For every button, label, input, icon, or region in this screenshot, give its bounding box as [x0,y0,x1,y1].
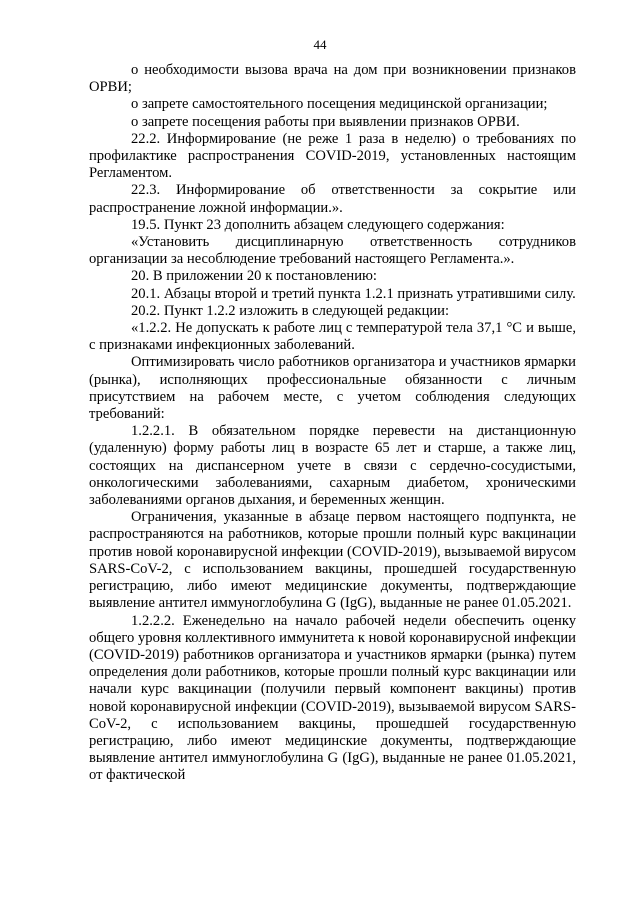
paragraph-20-1: 20.1. Абзацы второй и третий пункта 1.2.1 признать утратившими силу. [131,285,576,302]
paragraph-disciplinary-responsibility: «Установить дисциплинарную ответственность сотрудников организации за несоблюдение требований настоящего Регламента.». [89,234,576,268]
paragraph-1-2-2: «1.2.2. Не допускать к работе лиц с температурой тела 37,1 °С и выше, с признаками инфекционных заболеваний. [89,320,576,354]
paragraph-optimize-workers: Оптимизировать число работников организатора и участников ярмарки (рынка), исполняющих профессиональные обязанности с личным присутствием на рабочем месте, с учетом соблюдения следующих требований: [89,354,576,423]
paragraph-22-3: 22.3. Информирование об ответственности за сокрытие или распространение ложной информации.». [89,182,576,216]
paragraph-no-work-with-symptoms: о запрете посещения работы при выявлении признаков ОРВИ. [131,113,520,130]
document-body [89,62,576,785]
page-number: 44 [313,37,327,52]
paragraph-no-self-visit: о запрете самостоятельного посещения медицинской организации; [131,96,548,113]
paragraph-1-2-2-1: 1.2.2.1. В обязательном порядке перевести на дистанционную (удаленную) форму работы лиц в возрасте 65 лет и старше, а также лиц, состоящих на диспансерном учете в связи с сердечно-сосудистыми, онкологическими заболеваниями, сахарным диабетом, хроническими заболеваниями органов дыхания, и беременных женщин. [89,423,576,509]
paragraph-20-2: 20.2. Пункт 1.2.2 изложить в следующей редакции: [131,302,450,319]
paragraph-19-5: 19.5. Пункт 23 дополнить абзацем следующего содержания: [131,216,505,233]
paragraph-restrictions-exemption: Ограничения, указанные в абзаце первом настоящего подпункта, не распространяются на работников, которые прошли полный курс вакцинации против новой коронавирусной инфекции (COVID-2019), вызываемой вирусом SARS-CoV-2, с использованием вакцины, прошедшей государственную регистрацию, либо имеют медицинские документы, подтверждающие выявление антител иммуноглобулина G (IgG), выданные не ранее 01.05.2021. [89,509,577,612]
paragraph-20: 20. В приложении 20 к постановлению: [131,268,377,285]
paragraph-22-2: 22.2. Информирование (не реже 1 раза в неделю) о требованиях по профилактике распространения COVID-2019, установленных настоящим Регламентом. [89,130,576,182]
paragraph-1-2-2-2: 1.2.2.2. Еженедельно на начало рабочей недели обеспечить оценку общего уровня коллективного иммунитета к новой коронавирусной инфекции (COVID-2019) работников организатора и участников ярмарки (рынка) путем определения доли работников, которые прошли полный курс вакцинации или начали курс вакцинации (получили первый компонент вакцины) против новой коронавирусной инфекции (COVID-2019), вызываемой вирусом SARS-CoV-2, с использованием вакцины, прошедшей государственную регистрацию, либо имеют медицинские документы, подтверждающие выявление антител иммуноглобулина G (IgG), выданные не ранее 01.05.2021, от фактической [89,612,576,784]
paragraph-orvi-doctor-call: о необходимости вызова врача на дом при возникновении признаков ОРВИ; [89,62,576,96]
